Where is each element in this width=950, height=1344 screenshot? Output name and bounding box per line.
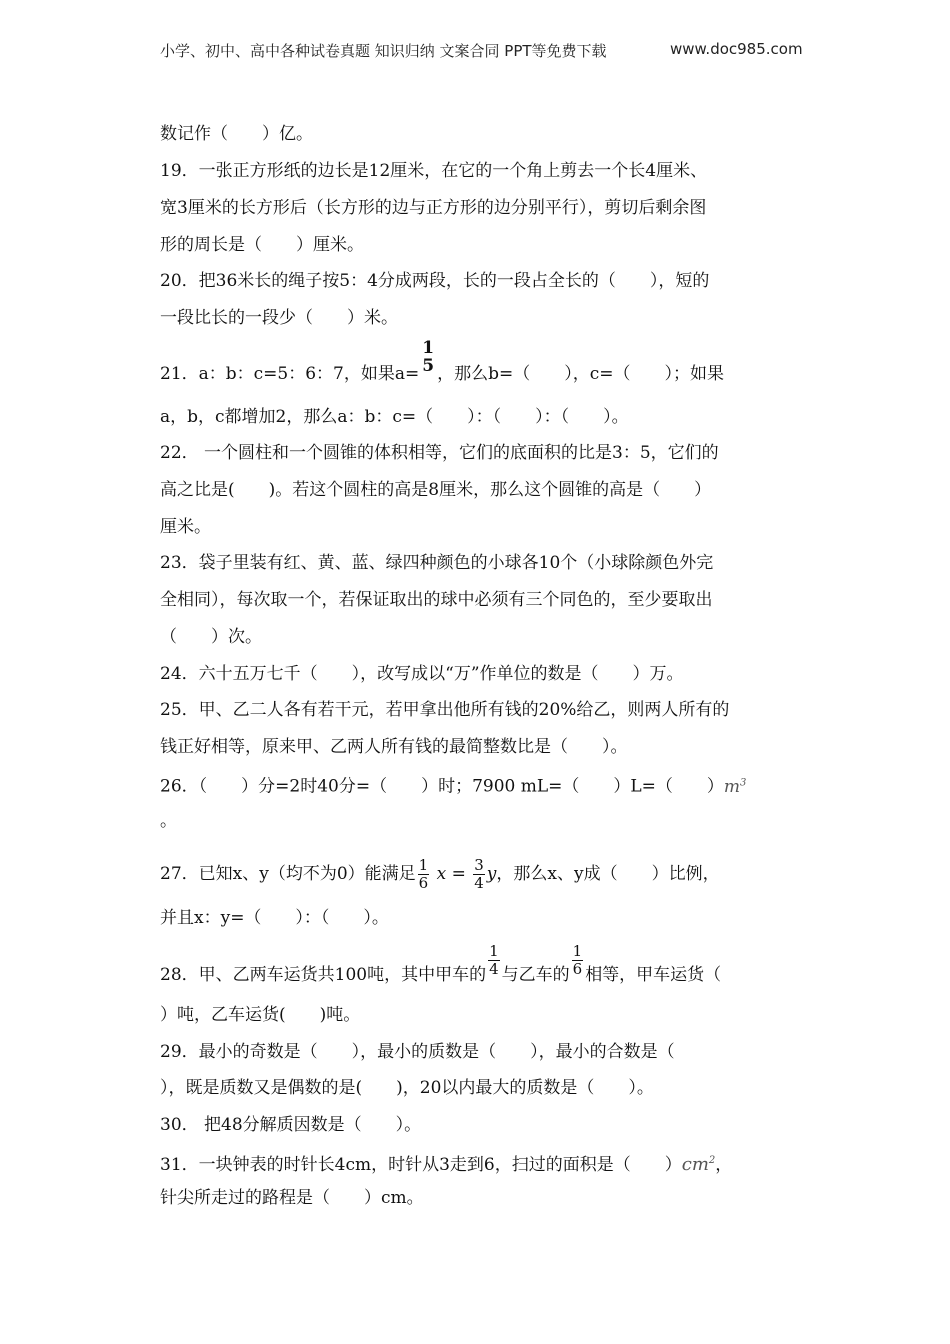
question-23-line-2: 全相同），每次取一个，若保证取出的球中必须有三个同色的，至少要取出 — [160, 590, 713, 610]
question-31-line-2: 针尖所走过的路程是（ ）cm。 — [160, 1188, 424, 1208]
header-url[interactable]: www.doc985.com — [670, 40, 803, 58]
fraction-numerator: 1 — [572, 942, 583, 960]
question-29-line-2: ），既是质数又是偶数的是( )，20以内最大的质数是（ ）。 — [160, 1078, 654, 1098]
page-header — [160, 40, 803, 61]
unit-exponent: 3 — [740, 777, 747, 788]
question-25-line-1: 25．甲、乙二人各有若干元，若甲拿出他所有钱的20%给乙，则两人所有的 — [160, 700, 730, 720]
question-27-line-2: 并且x：y=（ ）：（ ）。 — [160, 908, 389, 928]
question-29-line-1: 29．最小的奇数是（ ），最小的质数是（ ），最小的合数是（ — [160, 1042, 675, 1062]
unit-base: cm — [681, 1154, 709, 1175]
unit-base: m — [723, 776, 741, 797]
question-25-line-2: 钱正好相等，原来甲、乙两人所有钱的最简整数比是（ ）。 — [160, 737, 628, 757]
question-28-text-post: 相等，甲车运货（ — [585, 965, 722, 985]
fraction-denominator: 6 — [572, 960, 583, 978]
question-24: 24．六十五万七千（ ），改写成以“万”作单位的数是（ ）万。 — [160, 664, 684, 684]
question-21-text-pre: 21．a：b：c=5：6：7，如果a= — [160, 364, 420, 384]
question-20-line-2: 一段比长的一段少（ ）米。 — [160, 308, 398, 328]
question-27-line-1 — [160, 845, 720, 903]
question-21-text-post: ，那么b=（ ），c=（ ）；如果 — [437, 364, 724, 384]
question-21-line-2: a，b，c都增加2，那么a：b：c=（ ）：（ ）：（ ）。 — [160, 407, 629, 427]
question-28-line-2: ）吨，乙车运货( )吨。 — [160, 1005, 361, 1025]
question-23-line-1: 23．袋子里装有红、黄、蓝、绿四种颜色的小球各10个（小球除颜色外完 — [160, 553, 714, 573]
question-20-line-1: 20．把36米长的绳子按5：4分成两段，长的一段占全长的（ ），短的 — [160, 271, 710, 291]
question-26-text: 26．（ ）分=2时40分=（ ）时；7900 mL=（ ）L=（ ） — [160, 776, 724, 797]
variable-y: y — [486, 864, 497, 884]
question-22-line-2: 高之比是( )。若这个圆柱的高是8厘米，那么这个圆锥的高是（ ） — [160, 480, 712, 500]
question-22-line-3: 厘米。 — [160, 517, 211, 537]
fraction-numerator: 1 — [418, 856, 429, 874]
unit-exponent: 2 — [708, 1155, 716, 1166]
equals-sign: = — [451, 864, 466, 884]
fraction-one-sixth — [572, 944, 584, 977]
question-27-text-pre: 27．已知x、y（均不为0）能满足 — [160, 864, 416, 884]
question-21-line-1 — [160, 340, 724, 402]
fraction-denominator: 5 — [422, 356, 435, 376]
question-28-text-pre: 28．甲、乙两车运货共100吨，其中甲车的 — [160, 965, 487, 985]
question-31-line-1 — [160, 1150, 732, 1176]
variable-x: x — [436, 864, 447, 884]
text-line: 数记作（ ）亿。 — [160, 124, 313, 144]
fraction-numerator: 1 — [489, 942, 499, 960]
question-26-line-1 — [160, 772, 746, 798]
fraction-denominator: 4 — [474, 874, 484, 892]
header-text: 小学、初中、高中各种试卷真题 知识归纳 文案合同 PPT等免费下载 — [160, 42, 607, 60]
fraction-denominator: 4 — [489, 960, 499, 978]
question-28-text-mid: 与乙车的 — [501, 965, 570, 985]
square-cm-unit — [682, 1154, 716, 1175]
fraction-denominator: 6 — [418, 874, 429, 892]
fraction-three-quarters — [473, 858, 485, 891]
question-27-text-post: ，那么x、y成（ ）比例， — [496, 864, 720, 884]
cubic-meter-unit — [724, 777, 747, 797]
fraction-numerator: 3 — [474, 856, 484, 874]
question-19-line-2: 宽3厘米的长方形后（长方形的边与正方形的边分别平行），剪切后剩余图 — [160, 198, 707, 218]
fraction-one-sixth — [418, 858, 430, 891]
question-28-line-1 — [160, 944, 721, 1003]
fraction-one-quarter — [488, 944, 500, 977]
question-26-line-2: 。 — [160, 811, 177, 831]
question-19-line-3: 形的周长是（ ）厘米。 — [160, 235, 364, 255]
question-30: 30． 把48分解质因数是（ ）。 — [160, 1115, 422, 1135]
question-31-text: 31．一块钟表的时针长4cm，时针从3走到6，扫过的面积是（ ） — [160, 1155, 682, 1175]
fraction-numerator: 1 — [422, 338, 435, 358]
question-22-line-1: 22． 一个圆柱和一个圆锥的体积相等，它们的底面积的比是3：5，它们的 — [160, 443, 719, 463]
question-31-comma: ， — [715, 1155, 733, 1175]
fraction-one-fifth — [421, 340, 435, 375]
question-19-line-1: 19．一张正方形纸的边长是12厘米，在它的一个角上剪去一个长4厘米、 — [160, 161, 708, 181]
question-23-line-3: （ ）次。 — [160, 627, 262, 647]
